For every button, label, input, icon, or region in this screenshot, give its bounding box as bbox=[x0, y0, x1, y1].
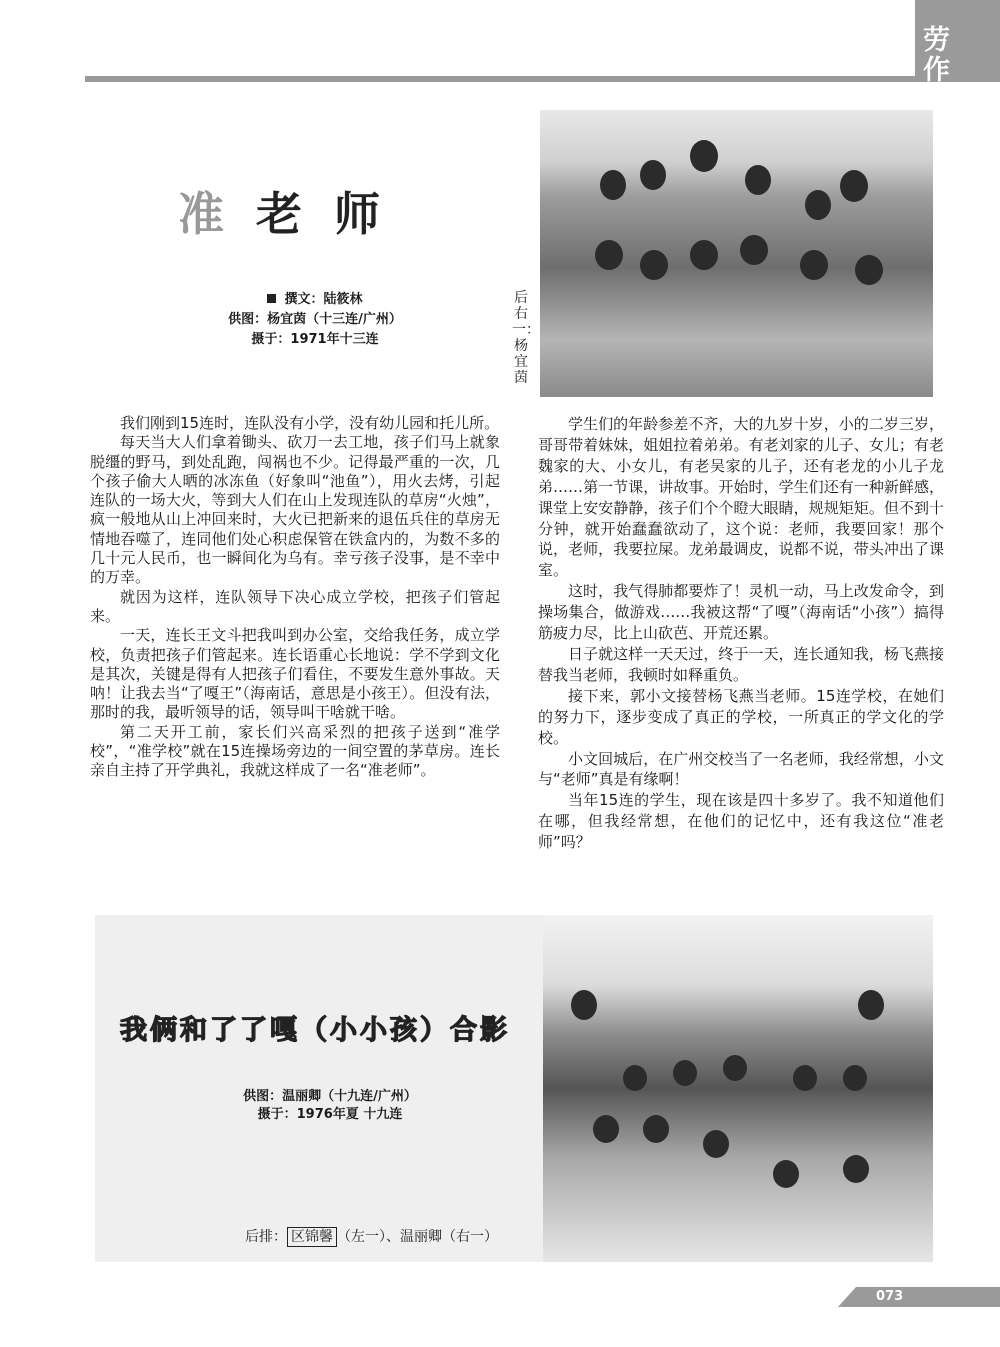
paragraph: 当年15连的学生，现在该是四十多岁了。我不知道他们在哪，但我经常想，在他们的记忆中，还有我这位“准老师”吗？ bbox=[538, 791, 944, 852]
section-tab-line1: 劳 bbox=[923, 25, 950, 56]
caption-prefix: 后排： bbox=[245, 1229, 287, 1245]
author: 撰文：陆筱林 bbox=[284, 292, 363, 307]
class-photo-1971 bbox=[540, 110, 933, 397]
paragraph: 这时，我气得肺都要炸了！灵机一动，马上改发命令，到操场集合，做游戏……我被这帮“了嘎”（海南话“小孩”）搞得筋疲力尽，比上山砍芭、开荒还累。 bbox=[538, 582, 944, 643]
title-char: 老 bbox=[256, 187, 334, 241]
title-char: 准 bbox=[178, 187, 256, 241]
header-rule bbox=[85, 76, 915, 82]
sidebar-title: 我俩和了了嘎（小小孩）合影 bbox=[120, 1015, 510, 1046]
article-title bbox=[178, 178, 412, 244]
paragraph: 小文回城后，在广州交校当了一名老师，我经常想，小文与“老师”真是有缘啊！ bbox=[538, 749, 944, 789]
paragraph: 日子就这样一天天过，终于一天，连长通知我，杨飞燕接替我当老师，我顿时如释重负。 bbox=[538, 644, 944, 684]
sidebar-credits bbox=[200, 1088, 460, 1124]
photo-credit: 供图：杨宜茵（十三连/广州） bbox=[228, 312, 402, 327]
bullet-icon bbox=[267, 294, 276, 303]
section-tab-line2: 作 bbox=[923, 55, 950, 86]
article-column-left bbox=[90, 414, 500, 781]
page-number-tab bbox=[838, 1287, 1000, 1307]
paragraph: 一天，连长王文斗把我叫到办公室，交给我任务，成立学校，负责把孩子们管起来。连长语重心长地说：学不学到文化是其次，关键是得有人把孩子们看住，不要发生意外事故。天呐！让我去当“了嘎王”（海南话，意思是小孩王）。但没有法，那时的我，最听领导的话，领导叫干啥就干啥。 bbox=[90, 626, 500, 722]
paragraph: 就因为这样，连队领导下决心成立学校，把孩子们管起来。 bbox=[90, 587, 500, 625]
page-number: 073 bbox=[876, 1289, 904, 1304]
caption-rest: （左一）、温丽卿（右一） bbox=[337, 1229, 498, 1245]
photo-caption-vertical: 后右一：杨宜茵 bbox=[512, 290, 540, 386]
paragraph: 接下来，郭小文接替杨飞燕当老师。15连学校，在她们的努力下，逐步变成了真正的学校，一所真正的学文化的学校。 bbox=[538, 686, 944, 747]
paragraph: 第二天开工前，家长们兴高采烈的把孩子送到“准学校”，“准学校”就在15连操场旁边的一间空置的茅草房。连长亲自主持了开学典礼，我就这样成了一名“准老师”。 bbox=[90, 722, 500, 780]
sidebar-caption bbox=[245, 1226, 498, 1246]
caption-boxed-name: 区锦馨 bbox=[287, 1227, 337, 1247]
sidebar-photo-credit: 供图：温丽卿（十九连/广州） bbox=[243, 1089, 417, 1104]
sidebar-photo-taken: 摄于：1976年夏 十九连 bbox=[257, 1107, 403, 1122]
group-photo-1976 bbox=[543, 915, 933, 1262]
article-column-right bbox=[538, 414, 944, 853]
paragraph: 学生们的年龄参差不齐，大的九岁十岁，小的二岁三岁，哥哥带着妹妹，姐姐拉着弟弟。有老刘家的儿子、女儿；有老魏家的大、小女儿，有老吴家的儿子，还有老龙的小儿子龙弟……第一节课，讲故事。开始时，学生们还有一种新鲜感，课堂上安安静静，孩子们个个瞪大眼睛，规规矩矩。但不到十分钟，就开始蠢蠢欲动了，这个说：老师，我要回家！那个说，老师，我要拉屎。龙弟最调皮，说都不说，带头冲出了课室。 bbox=[538, 415, 944, 580]
article-credits bbox=[160, 290, 470, 350]
title-char: 师 bbox=[334, 187, 412, 241]
paragraph: 每天当大人们拿着锄头、砍刀一去工地，孩子们马上就象脱缰的野马，到处乱跑，闯祸也不少。记得最严重的一次，几个孩子偷大人晒的冰冻鱼（好象叫“池鱼”），用火去烤，引起连队的一场大火，等到大人们在山上发现连队的草房“火烛”，疯一般地从山上冲回来时，大火已把新来的退伍兵住的草房无情地吞噬了，连同他们处心积虑保管在铁盒内的，为数不多的几十元人民币，也一瞬间化为乌有。幸亏孩子没事，是不幸中的万幸。 bbox=[90, 433, 500, 587]
photo-taken: 摄于：1971年十三连 bbox=[251, 332, 379, 347]
paragraph: 我们刚到15连时，连队没有小学，没有幼儿园和托儿所。 bbox=[120, 414, 500, 432]
section-tab bbox=[915, 0, 1000, 86]
